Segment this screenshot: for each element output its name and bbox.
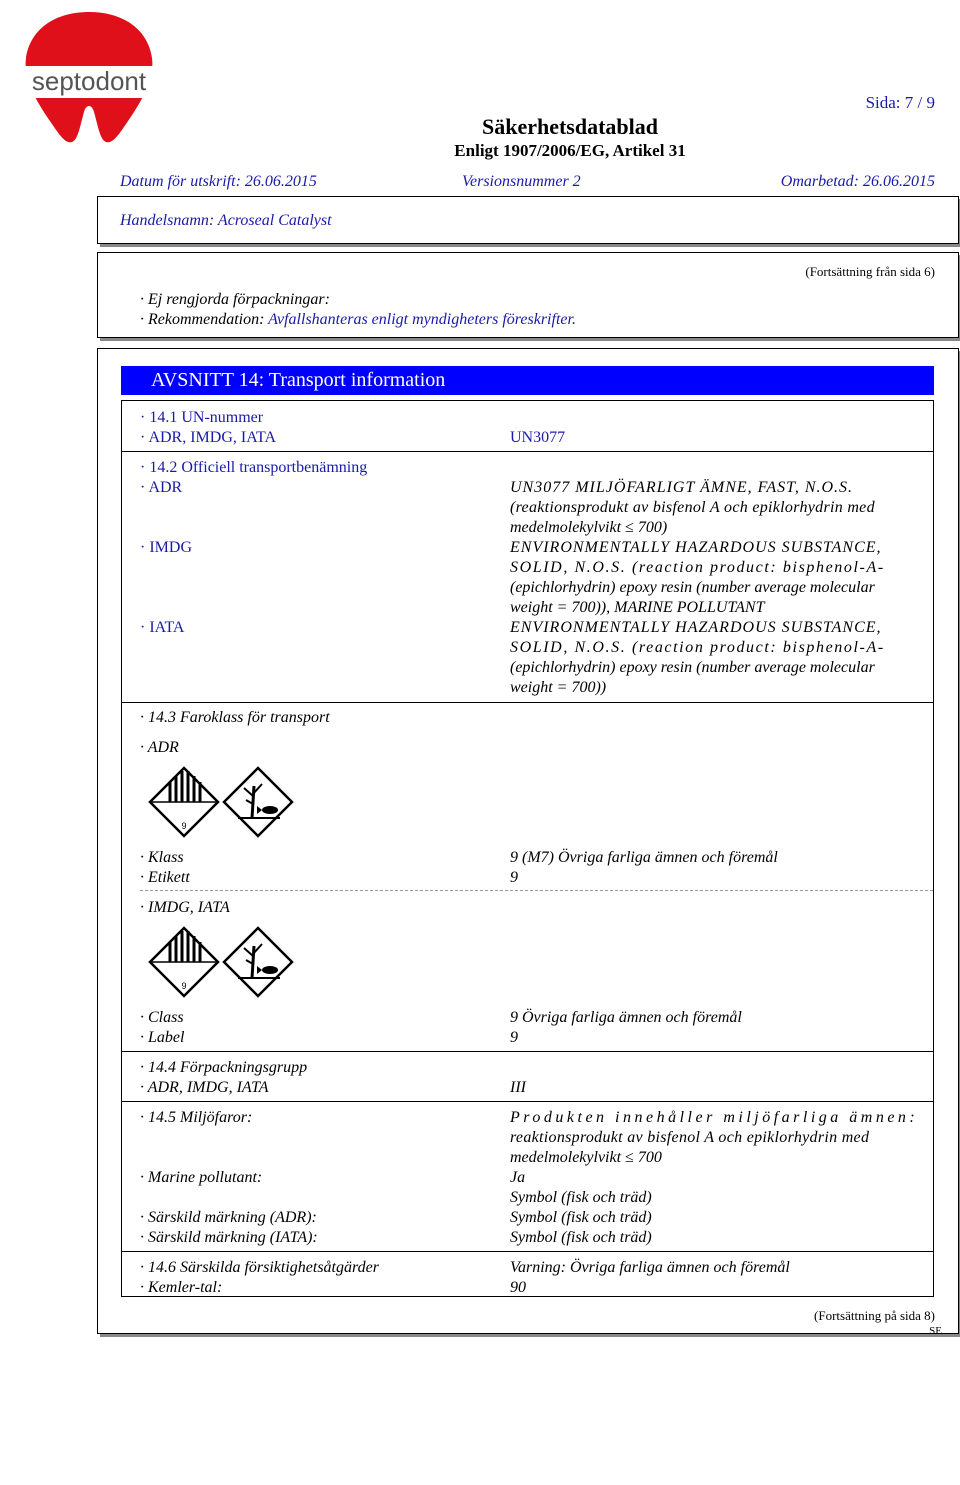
- iata-label: · IATA: [140, 619, 185, 636]
- label-value: 9: [510, 1029, 518, 1046]
- imdg-shipping-name-line1: ENVIRONMENTALLY HAZARDOUS SUBSTANCE,: [510, 539, 882, 556]
- marine-pollutant-label: · Marine pollutant:: [140, 1169, 263, 1186]
- adr-label: · ADR: [140, 479, 183, 496]
- pictogram-number: 9: [181, 821, 187, 831]
- environmental-hazards-line2: reaktionsprodukt av bisfenol A och epiklorhydrin med: [510, 1129, 870, 1146]
- marine-pollutant-value: Ja: [510, 1169, 526, 1186]
- un-number-value: UN3077: [510, 429, 566, 446]
- document-subtitle: Enligt 1907/2006/EG, Artikel 31: [454, 141, 686, 160]
- packing-group-label: · ADR, IMDG, IATA: [140, 1079, 269, 1096]
- iata-marking-label: · Särskild märkning (IATA):: [140, 1229, 318, 1246]
- divider: [121, 1051, 934, 1052]
- print-date: Datum för utskrift: 26.06.2015: [120, 173, 317, 190]
- hazard-adr-label: · ADR: [140, 739, 179, 756]
- klass-value: 9 (M7) Övriga farliga ämnen och föremål: [510, 849, 778, 866]
- uncleaned-packaging-label: · Ej rengjorda förpackningar:: [140, 291, 330, 308]
- special-precautions-value: Varning: Övriga farliga ämnen och föremål: [510, 1259, 790, 1276]
- label-label: · Label: [140, 1029, 185, 1046]
- dashed-divider: [140, 890, 933, 891]
- imdg-shipping-name-line3: (epichlorhydrin) epoxy resin (number average molecular: [510, 579, 875, 596]
- trade-name: Handelsnamn: Acroseal Catalyst: [120, 212, 332, 229]
- language-code: SE: [929, 1325, 942, 1337]
- version-number: Versionsnummer 2: [462, 173, 581, 190]
- iata-marking-value: Symbol (fisk och träd): [510, 1229, 652, 1246]
- environment-hazard-icon: [222, 926, 294, 998]
- hazard-class-heading: · 14.3 Faroklass för transport: [140, 709, 330, 726]
- divider: [121, 1101, 934, 1102]
- recommendation-value: Avfallshanteras enligt myndigheters föreskrifter.: [264, 311, 576, 328]
- imdg-label: · IMDG: [140, 539, 192, 556]
- etikett-value: 9: [510, 869, 518, 886]
- pictogram-number: 9: [181, 981, 187, 991]
- revision-date: Omarbetad: 26.06.2015: [780, 173, 935, 190]
- divider: [121, 1251, 934, 1252]
- section-14-title: AVSNITT 14: Transport information: [121, 366, 934, 395]
- iata-shipping-name-line2: SOLID, N.O.S. (reaction product: bisphenol-A-: [510, 639, 885, 656]
- adr-shipping-name-line2: (reaktionsprodukt av bisfenol A och epiklorhydrin med: [510, 499, 875, 516]
- adr-shipping-name-line1: UN3077 MILJÖFARLIGT ÄMNE, FAST, N.O.S.: [510, 479, 854, 496]
- iata-shipping-name-line1: ENVIRONMENTALLY HAZARDOUS SUBSTANCE,: [510, 619, 882, 636]
- class-value: 9 Övriga farliga ämnen och föremål: [510, 1009, 742, 1026]
- class-9-hazard-icon: [148, 766, 220, 838]
- environmental-hazards-line1: Produkten innehåller miljöfarliga ämnen:: [510, 1109, 919, 1126]
- special-precautions-label: · 14.6 Särskilda försiktighetsåtgärder: [140, 1259, 379, 1276]
- recommendation-label: · Rekommendation:: [140, 311, 265, 328]
- marine-pollutant-symbol: Symbol (fisk och träd): [510, 1189, 652, 1206]
- imdg-shipping-name-line4: weight = 700)), MARINE POLLUTANT: [510, 599, 765, 616]
- septodont-logo: [14, 8, 164, 150]
- etikett-label: · Etikett: [140, 869, 190, 886]
- kemler-value: 90: [510, 1279, 526, 1296]
- environmental-hazards-label: · 14.5 Miljöfaror:: [140, 1109, 253, 1126]
- imdg-iata-label: · IMDG, IATA: [140, 899, 230, 916]
- kemler-label: · Kemler-tal:: [140, 1279, 223, 1296]
- document-title: Säkerhetsdatablad: [481, 114, 659, 139]
- iata-shipping-name-line4: weight = 700)): [510, 679, 607, 696]
- divider: [121, 451, 934, 452]
- class-9-hazard-icon: [148, 926, 220, 998]
- divider: [121, 702, 934, 703]
- shipping-name-heading: · 14.2 Officiell transportbenämning: [140, 459, 368, 476]
- environmental-hazards-line3: medelmolekylvikt ≤ 700: [510, 1149, 662, 1166]
- imdg-shipping-name-line2: SOLID, N.O.S. (reaction product: bisphenol-A-: [510, 559, 885, 576]
- page-number: Sida: 7 / 9: [865, 93, 935, 112]
- klass-label: · Klass: [140, 849, 184, 866]
- adr-shipping-name-line3: medelmolekylvikt ≤ 700): [510, 519, 668, 536]
- continued-from: (Fortsättning från sida 6): [805, 264, 935, 279]
- un-number-heading: · 14.1 UN-nummer: [140, 409, 264, 426]
- iata-shipping-name-line3: (epichlorhydrin) epoxy resin (number average molecular: [510, 659, 875, 676]
- packing-group-heading: · 14.4 Förpackningsgrupp: [140, 1059, 308, 1076]
- packing-group-value: III: [510, 1079, 526, 1096]
- logo-text: septodont: [31, 66, 147, 96]
- adr-marking-value: Symbol (fisk och träd): [510, 1209, 652, 1226]
- un-number-label: · ADR, IMDG, IATA: [140, 429, 277, 446]
- continued-to: (Fortsättning på sida 8): [814, 1308, 935, 1323]
- recommendation-row: [140, 310, 576, 330]
- environment-hazard-icon: [222, 766, 294, 838]
- adr-marking-label: · Särskild märkning (ADR):: [140, 1209, 317, 1226]
- class-label: · Class: [140, 1009, 184, 1026]
